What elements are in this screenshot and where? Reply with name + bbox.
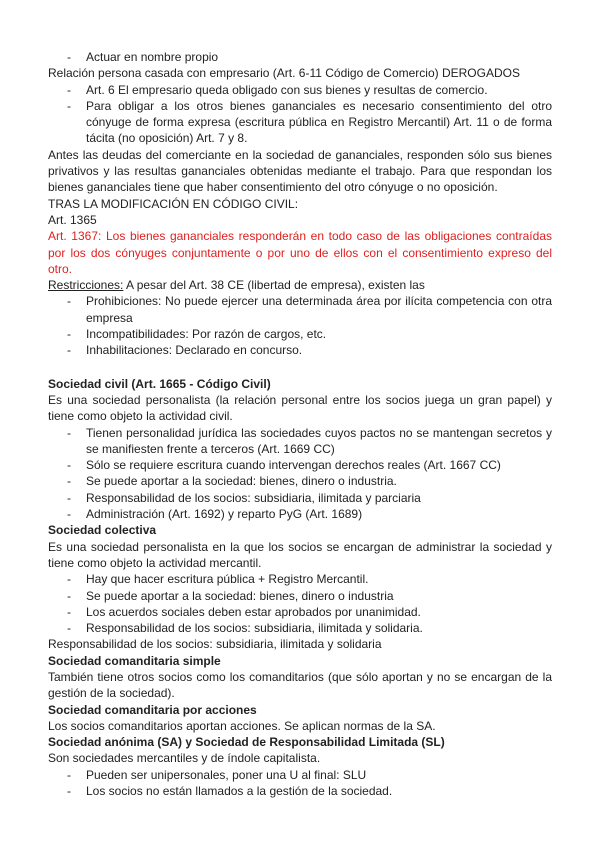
list-item: - Administración (Art. 1692) y reparto PyG (Art. 1689) <box>86 506 552 522</box>
paragraph-antes: Antes las deudas del comerciante en la sociedad de gananciales, responden sólo sus bienes privativos y las resultas gananciales obtenidas mediante el trabajo. Para que respondan los bienes gananciales tiene que haber consentimiento del otro cónyuge o no oposición. <box>48 147 552 195</box>
list-item: - Se puede aportar a la sociedad: bienes, dinero o industria <box>86 588 552 604</box>
list-actuar <box>48 49 552 65</box>
heading-sociedad-anonima: Sociedad anónima (SA) y Sociedad de Responsabilidad Limitada (SL) <box>48 735 445 750</box>
list-item: - Hay que hacer escritura pública + Registro Mercantil. <box>86 571 552 587</box>
list-item: - Pueden ser unipersonales, poner una U al final: SLU <box>86 767 552 783</box>
restricciones-label: Restricciones: <box>48 278 124 293</box>
spacer <box>48 359 552 376</box>
heading-sociedad-colectiva: Sociedad colectiva <box>48 523 157 538</box>
restricciones-text: A pesar del Art. 38 CE (libertad de empresa), existen las <box>123 278 425 293</box>
list-item: - Para obligar a los otros bienes gananciales es necesario consentimiento del otro cónyuge de forma expresa (escritura pública en Registro Mercantil) Art. 11 o de forma tácita (no oposición) Art. 7 y 8. <box>86 98 552 147</box>
paragraph-restricciones <box>48 277 552 293</box>
paragraph-relacion: Relación persona casada con empresario (Art. 6-11 Código de Comercio) DEROGADOS <box>48 66 520 81</box>
list-restricciones <box>48 293 552 358</box>
list-anonima <box>48 767 552 800</box>
list-civil <box>48 425 552 523</box>
paragraph-comanditaria-acciones: Los socios comanditarios aportan acciones. Se aplican normas de la SA. <box>48 718 436 733</box>
paragraph-colectiva-intro: Es una sociedad personalista en la que los socios se encargan de administrar la sociedad y tiene como objeto la actividad mercantil. <box>48 539 552 570</box>
paragraph-art-1365: Art. 1365 <box>48 212 97 227</box>
list-item: - Actuar en nombre propio <box>86 49 552 65</box>
paragraph-colectiva-outro: Responsabilidad de los socios: subsidiaria, ilimitada y solidaria <box>48 637 382 652</box>
heading-comanditaria-simple: Sociedad comanditaria simple <box>48 653 221 668</box>
paragraph-comanditaria-simple: También tiene otros socios como los comanditarios (que sólo aportan y no se encargan de la gestión de la sociedad). <box>48 669 552 701</box>
list-item: - Art. 6 El empresario queda obligado con sus bienes y resultas de comercio. <box>86 82 552 98</box>
list-relacion <box>48 82 552 147</box>
heading-comanditaria-acciones: Sociedad comanditaria por acciones <box>48 702 257 717</box>
list-item: - Responsabilidad de los socios: subsidiaria, ilimitada y solidaria. <box>86 620 552 636</box>
list-item: - Tienen personalidad jurídica las sociedades cuyos pactos no se mantengan secretos y se manifiesten frente a terceros (Art. 1669 CC) <box>86 425 552 458</box>
heading-sociedad-civil: Sociedad civil (Art. 1665 - Código Civil) <box>48 376 271 391</box>
list-item: - Los socios no están llamados a la gestión de la sociedad. <box>86 783 552 799</box>
list-item: - Sólo se requiere escritura cuando intervengan derechos reales (Art. 1667 CC) <box>86 457 552 473</box>
list-item: - Inhabilitaciones: Declarado en concurso. <box>86 342 552 358</box>
list-item: - Incompatibilidades: Por razón de cargos, etc. <box>86 326 552 342</box>
paragraph-art-1367: Art. 1367: Los bienes gananciales responderán en todo caso de las obligaciones contraídas por los dos cónyuges conjuntamente o por uno de ellos con el consentimiento expreso del otro. <box>48 229 552 276</box>
list-colectiva <box>48 571 552 636</box>
list-item: - Los acuerdos sociales deben estar aprobados por unanimidad. <box>86 604 552 620</box>
paragraph-tras: TRAS LA MODIFICACIÓN EN CÓDIGO CIVIL: <box>48 196 299 211</box>
list-item: - Prohibiciones: No puede ejercer una determinada área por ilícita competencia con otra empresa <box>86 293 552 326</box>
paragraph-anonima-intro: Son sociedades mercantiles y de índole capitalista. <box>48 751 321 766</box>
paragraph-civil-intro: Es una sociedad personalista (la relación personal entre los socios juega un gran papel) y tiene como objeto la actividad civil. <box>48 392 552 424</box>
list-item: - Se puede aportar a la sociedad: bienes, dinero o industria. <box>86 473 552 489</box>
list-item: - Responsabilidad de los socios: subsidiaria, ilimitada y parciaria <box>86 490 552 506</box>
